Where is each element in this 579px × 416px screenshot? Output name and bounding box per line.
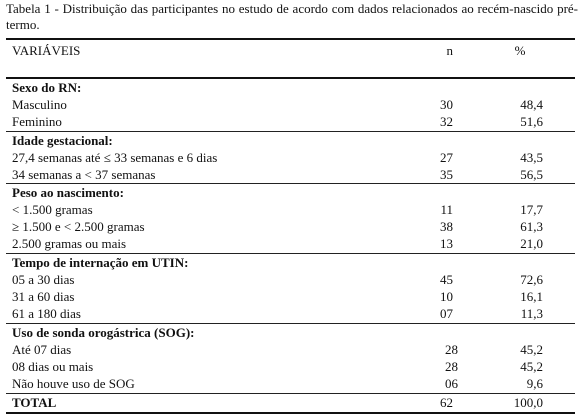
header-pct: % [514,43,526,58]
group-title: Tempo de internação em UTIN: [12,255,189,270]
row-n: 28 [445,359,458,374]
row-pct: 21,0 [520,236,543,251]
row-label: 05 a 30 dias [12,272,75,287]
group-title-row [0,132,579,149]
table-row [0,201,579,218]
row-label: 34 semanas a < 37 semanas [12,167,156,182]
table-bottom-rule [6,412,575,414]
table-header-row [0,42,579,59]
total-pct: 100,0 [513,395,543,410]
row-label: Feminino [12,114,62,129]
table-row [0,358,579,375]
row-pct: 72,6 [520,272,543,287]
row-pct: 45,2 [520,342,543,357]
row-pct: 51,6 [520,114,543,129]
row-n: 27 [440,150,453,165]
group-title: Peso ao nascimento: [12,185,124,200]
total-n: 62 [440,395,453,410]
table-row [0,113,579,130]
row-n: 45 [440,272,453,287]
row-label: Até 07 dias [12,342,72,357]
row-label: 31 a 60 dias [12,289,75,304]
row-n: 07 [440,306,453,321]
row-label: Masculino [12,97,67,112]
table-row [0,305,579,322]
row-label: 27,4 semanas até ≤ 33 semanas e 6 dias [12,150,218,165]
row-n: 38 [440,219,453,234]
total-row [0,394,579,411]
group-title-row [0,324,579,341]
row-label: 08 dias ou mais [12,359,94,374]
row-label: < 1.500 gramas [12,202,93,217]
group-title: Idade gestacional: [12,133,113,148]
row-pct: 43,5 [520,150,543,165]
table-row [0,166,579,183]
row-label: Não houve uso de SOG [12,376,135,391]
table-row [0,218,579,235]
header-variable: VARIÁVEIS [12,43,81,58]
row-label: 61 a 180 dias [12,306,81,321]
group-title-row [0,254,579,271]
row-pct: 56,5 [520,167,543,182]
row-pct: 11,3 [520,306,543,321]
row-pct: 17,7 [520,202,543,217]
row-pct: 45,2 [520,359,543,374]
row-n: 10 [440,289,453,304]
row-n: 30 [440,97,453,112]
group-title: Sexo do RN: [12,80,82,95]
row-label: 2.500 gramas ou mais [12,236,127,251]
table-caption: Tabela 1 - Distribuição das participantes no estudo de acordo com dados relacionados ao recém-nascido pré-termo. [6,1,578,32]
group-title-row [0,79,579,96]
row-pct: 16,1 [520,289,543,304]
table-row [0,271,579,288]
total-label: TOTAL [12,395,57,410]
table-row [0,375,579,392]
table-row [0,288,579,305]
table-row [0,235,579,252]
row-n: 35 [440,167,453,182]
row-label: ≥ 1.500 e < 2.500 gramas [12,219,145,234]
row-pct: 48,4 [520,97,543,112]
row-n: 32 [440,114,453,129]
row-pct: 9,6 [526,376,543,391]
row-n: 28 [445,342,458,357]
table-row [0,149,579,166]
row-n: 13 [440,236,453,251]
table-row [0,341,579,358]
row-n: 06 [445,376,458,391]
group-title-row [0,184,579,201]
header-n: n [446,43,453,58]
table-top-rule [6,38,575,40]
row-n: 11 [440,202,453,217]
group-title: Uso de sonda orogástrica (SOG): [12,325,195,340]
row-pct: 61,3 [520,219,543,234]
table-row [0,96,579,113]
